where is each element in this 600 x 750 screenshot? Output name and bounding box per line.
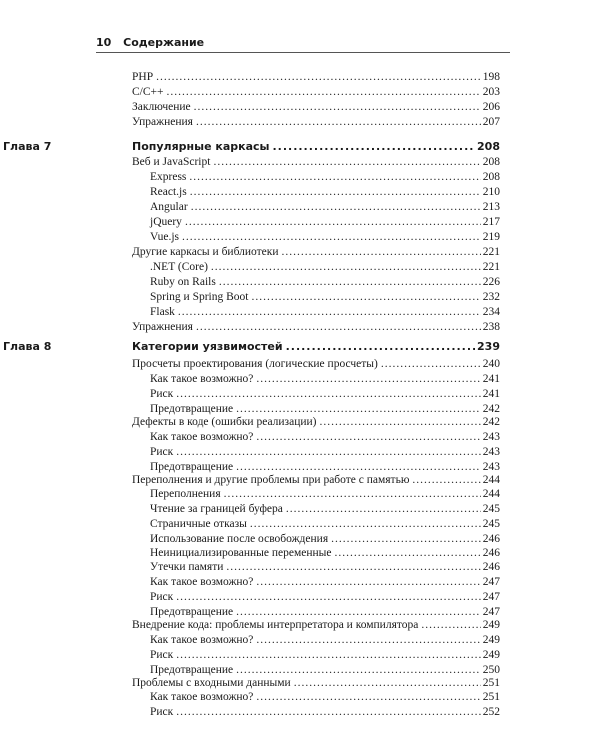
entry-page-number: 210 bbox=[482, 186, 500, 198]
entry-title: Как такое возможно? bbox=[150, 431, 254, 443]
leader-dots bbox=[256, 575, 480, 589]
leader-dots bbox=[286, 340, 475, 354]
entry-title: Angular bbox=[150, 201, 188, 213]
toc-entry bbox=[150, 445, 500, 459]
leader-dots bbox=[182, 230, 481, 244]
entry-page-number: 221 bbox=[482, 246, 500, 258]
entry-page-number: 244 bbox=[482, 474, 500, 486]
entry-page-number: 249 bbox=[482, 634, 500, 646]
leader-dots bbox=[176, 648, 481, 662]
entry-title: Express bbox=[150, 171, 187, 183]
leader-dots bbox=[256, 690, 480, 704]
leader-dots bbox=[286, 502, 481, 516]
leader-dots bbox=[256, 633, 480, 647]
entry-title: Риск bbox=[150, 591, 174, 603]
leader-dots bbox=[167, 85, 481, 99]
toc-chapter-entry bbox=[3, 140, 500, 154]
entry-title: Предотвращение bbox=[150, 461, 234, 473]
chapter-label: Глава 8 bbox=[3, 340, 52, 353]
leader-dots bbox=[178, 305, 481, 319]
entry-title: Использование после освобождения bbox=[150, 533, 329, 545]
entry-title: C/C++ bbox=[132, 86, 164, 98]
entry-page-number: 239 bbox=[477, 340, 500, 353]
toc-entry bbox=[150, 546, 500, 560]
leader-dots bbox=[236, 605, 481, 619]
entry-page-number: 208 bbox=[482, 156, 500, 168]
entry-page-number: 243 bbox=[482, 446, 500, 458]
toc-entry bbox=[150, 260, 500, 274]
entry-page-number: 247 bbox=[482, 606, 500, 618]
entry-page-number: 244 bbox=[482, 488, 500, 500]
entry-title: Ruby on Rails bbox=[150, 276, 216, 288]
toc-entry bbox=[150, 502, 500, 516]
leader-dots bbox=[189, 170, 480, 184]
entry-title: Риск bbox=[150, 649, 174, 661]
leader-dots bbox=[421, 618, 480, 632]
toc-entry bbox=[150, 532, 500, 546]
entry-page-number: 250 bbox=[482, 664, 500, 676]
entry-page-number: 247 bbox=[482, 576, 500, 588]
entry-page-number: 226 bbox=[482, 276, 500, 288]
entry-page-number: 217 bbox=[482, 216, 500, 228]
entry-title: Spring и Spring Boot bbox=[150, 291, 249, 303]
entry-page-number: 246 bbox=[482, 547, 500, 559]
entry-title: Веб и JavaScript bbox=[132, 156, 211, 168]
toc-entry bbox=[150, 633, 500, 647]
entry-page-number: 238 bbox=[482, 321, 500, 333]
leader-dots bbox=[250, 517, 481, 531]
entry-page-number: 241 bbox=[482, 388, 500, 400]
toc-entry bbox=[150, 170, 500, 184]
leader-dots bbox=[272, 140, 475, 154]
toc-entry bbox=[150, 305, 500, 319]
entry-page-number: 232 bbox=[482, 291, 500, 303]
leader-dots bbox=[256, 372, 480, 386]
entry-page-number: 243 bbox=[482, 431, 500, 443]
entry-title: PHP bbox=[132, 71, 154, 83]
entry-page-number: 240 bbox=[482, 358, 500, 370]
toc-entry bbox=[150, 487, 500, 501]
entry-title: Vue.js bbox=[150, 231, 180, 243]
leader-dots bbox=[185, 215, 481, 229]
leader-dots bbox=[335, 546, 481, 560]
toc-entry bbox=[150, 560, 500, 574]
entry-title: Предотвращение bbox=[150, 606, 234, 618]
toc-entry bbox=[150, 705, 500, 719]
toc-entry bbox=[132, 357, 500, 371]
leader-dots bbox=[211, 260, 481, 274]
entry-title: Как такое возможно? bbox=[150, 373, 254, 385]
leader-dots bbox=[252, 290, 481, 304]
entry-title: Как такое возможно? bbox=[150, 691, 254, 703]
entry-page-number: 203 bbox=[482, 86, 500, 98]
leader-dots bbox=[156, 70, 481, 84]
leader-dots bbox=[196, 320, 481, 334]
leader-dots bbox=[176, 445, 481, 459]
entry-title: Упражнения bbox=[132, 321, 193, 333]
leader-dots bbox=[236, 663, 481, 677]
toc-entry bbox=[150, 372, 500, 386]
leader-dots bbox=[194, 100, 481, 114]
toc-entry bbox=[132, 320, 500, 334]
toc-entry bbox=[150, 215, 500, 229]
entry-title: Как такое возможно? bbox=[150, 634, 254, 646]
entry-page-number: 252 bbox=[482, 706, 500, 718]
entry-title: Неинициализированные переменные bbox=[150, 547, 332, 559]
entry-page-number: 221 bbox=[482, 261, 500, 273]
entry-title: Другие каркасы и библиотеки bbox=[132, 246, 279, 258]
toc-entry bbox=[150, 590, 500, 604]
entry-title: .NET (Core) bbox=[150, 261, 208, 273]
entry-page-number: 207 bbox=[482, 116, 500, 128]
leader-dots bbox=[320, 415, 481, 429]
entry-title: Утечки памяти bbox=[150, 561, 224, 573]
toc-entry bbox=[150, 185, 500, 199]
entry-page-number: 246 bbox=[482, 533, 500, 545]
entry-page-number: 251 bbox=[482, 691, 500, 703]
entry-title: Проблемы с входными данными bbox=[132, 677, 291, 689]
entry-page-number: 234 bbox=[482, 306, 500, 318]
entry-page-number: 206 bbox=[482, 101, 500, 113]
toc-entry bbox=[150, 663, 500, 677]
leader-dots bbox=[224, 487, 481, 501]
entry-title: Чтение за границей буфера bbox=[150, 503, 283, 515]
toc-entry bbox=[132, 115, 500, 129]
leader-dots bbox=[331, 532, 481, 546]
toc-entry bbox=[132, 245, 500, 259]
leader-dots bbox=[256, 430, 480, 444]
entry-title: Внедрение кода: проблемы интерпретатора и компилятора bbox=[132, 619, 419, 631]
entry-title: Предотвращение bbox=[150, 664, 234, 676]
entry-title: React.js bbox=[150, 186, 187, 198]
entry-page-number: 213 bbox=[482, 201, 500, 213]
toc-chapter-entry bbox=[3, 340, 500, 354]
entry-page-number: 242 bbox=[482, 416, 500, 428]
entry-title: Категории уязвимостей bbox=[132, 340, 283, 353]
entry-page-number: 251 bbox=[482, 677, 500, 689]
entry-title: Страничные отказы bbox=[150, 518, 247, 530]
leader-dots bbox=[282, 245, 481, 259]
leader-dots bbox=[176, 705, 481, 719]
leader-dots bbox=[196, 115, 481, 129]
leader-dots bbox=[226, 560, 480, 574]
entry-title: Популярные каркасы bbox=[132, 140, 270, 153]
entry-title: Заключение bbox=[132, 101, 191, 113]
toc-entry bbox=[150, 275, 500, 289]
toc-entry bbox=[150, 200, 500, 214]
leader-dots bbox=[381, 357, 481, 371]
entry-title: Flask bbox=[150, 306, 175, 318]
entry-title: Как такое возможно? bbox=[150, 576, 254, 588]
toc-entry bbox=[132, 415, 500, 429]
toc-entry bbox=[150, 648, 500, 662]
toc-entry bbox=[150, 460, 500, 474]
leader-dots bbox=[236, 402, 481, 416]
entry-page-number: 243 bbox=[482, 461, 500, 473]
entry-page-number: 242 bbox=[482, 403, 500, 415]
leader-dots bbox=[191, 200, 481, 214]
header-title: Содержание bbox=[123, 36, 205, 49]
entry-page-number: 208 bbox=[477, 140, 500, 153]
entry-page-number: 219 bbox=[482, 231, 500, 243]
leader-dots bbox=[176, 590, 481, 604]
toc-entry bbox=[150, 387, 500, 401]
entry-page-number: 198 bbox=[482, 71, 500, 83]
leader-dots bbox=[294, 676, 481, 690]
entry-title: Дефекты в коде (ошибки реализации) bbox=[132, 416, 317, 428]
running-header bbox=[96, 36, 510, 53]
header-page-number: 10 bbox=[96, 36, 112, 49]
entry-title: jQuery bbox=[150, 216, 182, 228]
toc-entry bbox=[150, 575, 500, 589]
entry-title: Переполнения bbox=[150, 488, 221, 500]
toc-entry bbox=[132, 618, 500, 632]
toc-entry bbox=[150, 430, 500, 444]
toc-entry bbox=[132, 155, 500, 169]
entry-page-number: 208 bbox=[482, 171, 500, 183]
toc-entry bbox=[150, 690, 500, 704]
toc-entry bbox=[150, 402, 500, 416]
toc-entry bbox=[150, 290, 500, 304]
toc-entry bbox=[132, 676, 500, 690]
entry-title: Упражнения bbox=[132, 116, 193, 128]
entry-title: Переполнения и другие проблемы при работе с памятью bbox=[132, 474, 410, 486]
leader-dots bbox=[190, 185, 481, 199]
leader-dots bbox=[176, 387, 481, 401]
toc-entry bbox=[150, 517, 500, 531]
toc-entry bbox=[150, 230, 500, 244]
entry-page-number: 245 bbox=[482, 518, 500, 530]
entry-page-number: 249 bbox=[482, 649, 500, 661]
toc-entry bbox=[132, 70, 500, 84]
entry-page-number: 246 bbox=[482, 561, 500, 573]
leader-dots bbox=[219, 275, 481, 289]
toc-entry bbox=[132, 473, 500, 487]
chapter-label: Глава 7 bbox=[3, 140, 52, 153]
entry-page-number: 249 bbox=[482, 619, 500, 631]
entry-page-number: 247 bbox=[482, 591, 500, 603]
toc-entry bbox=[132, 85, 500, 99]
leader-dots bbox=[213, 155, 480, 169]
leader-dots bbox=[236, 460, 481, 474]
entry-title: Риск bbox=[150, 706, 174, 718]
entry-title: Риск bbox=[150, 446, 174, 458]
toc-entry bbox=[150, 605, 500, 619]
entry-title: Просчеты проектирования (логические просчеты) bbox=[132, 358, 378, 370]
leader-dots bbox=[412, 473, 480, 487]
entry-title: Предотвращение bbox=[150, 403, 234, 415]
entry-page-number: 241 bbox=[482, 373, 500, 385]
toc-entry bbox=[132, 100, 500, 114]
entry-page-number: 245 bbox=[482, 503, 500, 515]
entry-title: Риск bbox=[150, 388, 174, 400]
